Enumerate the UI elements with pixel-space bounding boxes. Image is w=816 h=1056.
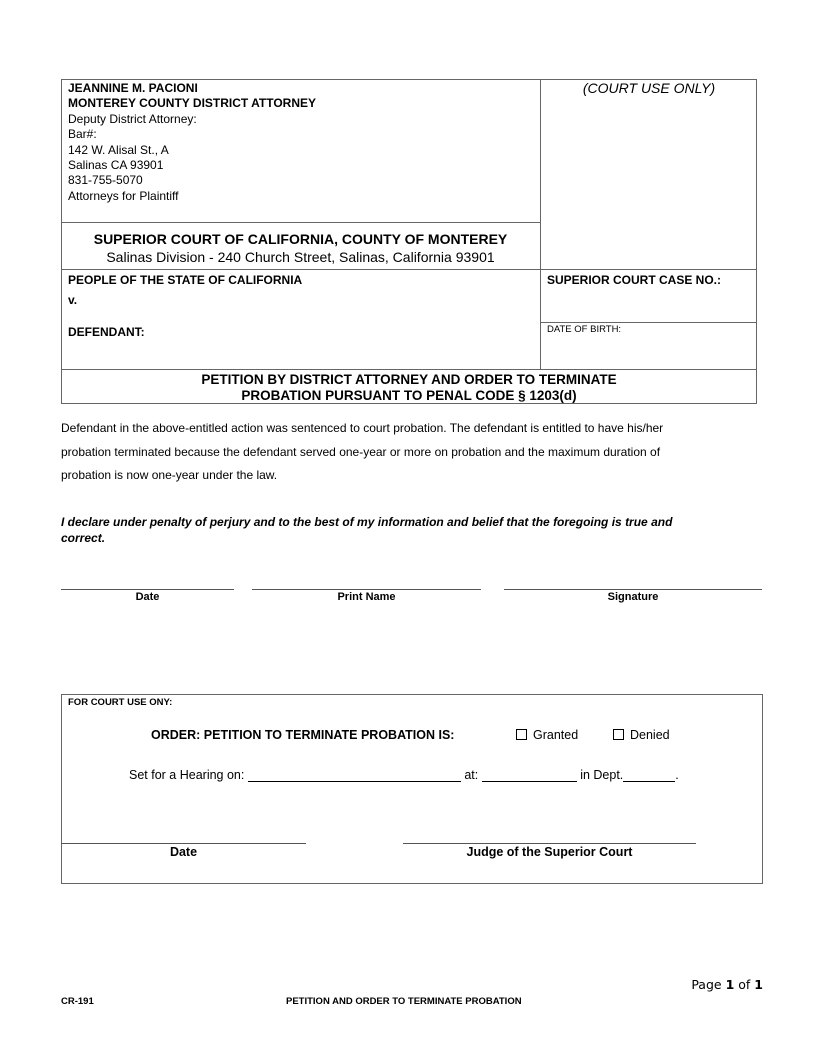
form-title-line2: PROBATION PURSUANT TO PENAL CODE § 1203(d) (241, 387, 577, 403)
hearing-dept-field[interactable] (623, 769, 675, 782)
bar-label: Bar#: (68, 127, 97, 142)
caption-divider-vertical (540, 79, 541, 370)
granted-checkbox[interactable] (516, 729, 527, 740)
deputy-label: Deputy District Attorney: (68, 111, 197, 126)
court-use-label: FOR COURT USE ONY: (68, 697, 173, 708)
order-date-caption: Date (169, 845, 198, 859)
hearing-date-field[interactable] (248, 769, 461, 782)
attorney-phone: 831-755-5070 (68, 173, 143, 188)
petition-text-line1: Defendant in the above-entitled action was sentenced to court probation. The defendant is entitled to have his/her (61, 421, 664, 435)
court-use-only-label: (COURT USE ONLY) (582, 80, 716, 96)
date-caption: Date (135, 591, 160, 603)
page-label: Page (691, 977, 722, 992)
hearing-dept-suffix: . (675, 768, 679, 782)
petition-text (61, 417, 663, 488)
date-signature-line[interactable] (61, 589, 234, 590)
form-number: CR-191 (61, 996, 94, 1007)
case-number-label: SUPERIOR COURT CASE NO.: (547, 273, 722, 287)
form-title (61, 372, 757, 403)
page-indicator (691, 977, 763, 992)
hearing-row (129, 768, 679, 782)
print-name-caption: Print Name (337, 591, 396, 603)
of-label: of (738, 977, 751, 992)
attorney-office: MONTEREY COUNTY DISTRICT ATTORNEY (68, 96, 317, 111)
granted-label: Granted (533, 728, 579, 742)
declaration-line2: correct. (61, 530, 106, 545)
denied-label: Denied (630, 728, 670, 742)
attorney-block-divider (61, 222, 540, 223)
order-date-line[interactable] (61, 843, 306, 844)
attorney-name: JEANNINE M. PACIONI (68, 81, 198, 95)
page-total: 1 (754, 977, 763, 992)
denied-option[interactable] (613, 728, 670, 742)
attorney-city: Salinas CA 93901 (68, 158, 164, 173)
court-name: SUPERIOR COURT OF CALIFORNIA, COUNTY OF MONTEREY (93, 231, 508, 247)
judge-signature-line[interactable] (403, 843, 696, 844)
signature-caption: Signature (607, 591, 659, 603)
attorney-street: 142 W. Alisal St., A (68, 142, 169, 157)
judge-caption: Judge of the Superior Court (466, 845, 633, 859)
print-name-line[interactable] (252, 589, 481, 590)
hearing-at-label: at: (464, 768, 479, 782)
defendant-label: DEFENDANT: (68, 325, 145, 339)
signature-line[interactable] (504, 589, 762, 590)
plaintiff-name: PEOPLE OF THE STATE OF CALIFORNIA (68, 273, 303, 287)
hearing-label: Set for a Hearing on: (129, 768, 245, 782)
date-of-birth-label: DATE OF BIRTH: (547, 324, 622, 335)
page-number: 1 (725, 977, 735, 992)
footer-form-title: PETITION AND ORDER TO TERMINATE PROBATION (286, 996, 522, 1007)
declaration-text (61, 515, 672, 546)
title-top-divider (61, 369, 757, 370)
versus-label: v. (68, 293, 78, 307)
granted-option[interactable] (516, 728, 578, 742)
form-title-line1: PETITION BY DISTRICT ATTORNEY AND ORDER TO TERMINATE (201, 372, 617, 387)
hearing-dept-label: in Dept. (580, 768, 624, 782)
declaration-line1: I declare under penalty of perjury and to the best of my information and belief that the foregoing is true and (61, 515, 673, 529)
petition-text-line3: probation is now one-year under the law. (61, 468, 278, 482)
denied-checkbox[interactable] (613, 729, 624, 740)
attorney-role: Attorneys for Plaintiff (68, 188, 179, 203)
parties-top-divider (61, 269, 757, 270)
case-dob-divider (540, 322, 757, 323)
court-address: Salinas Division - 240 Church Street, Salinas, California 93901 (106, 249, 495, 265)
petition-text-line2: probation terminated because the defendant served one-year or more on probation and the maximum duration of (61, 444, 661, 459)
order-label: ORDER: PETITION TO TERMINATE PROBATION IS: (151, 728, 455, 742)
attorney-block (68, 81, 316, 204)
hearing-time-field[interactable] (482, 769, 577, 782)
